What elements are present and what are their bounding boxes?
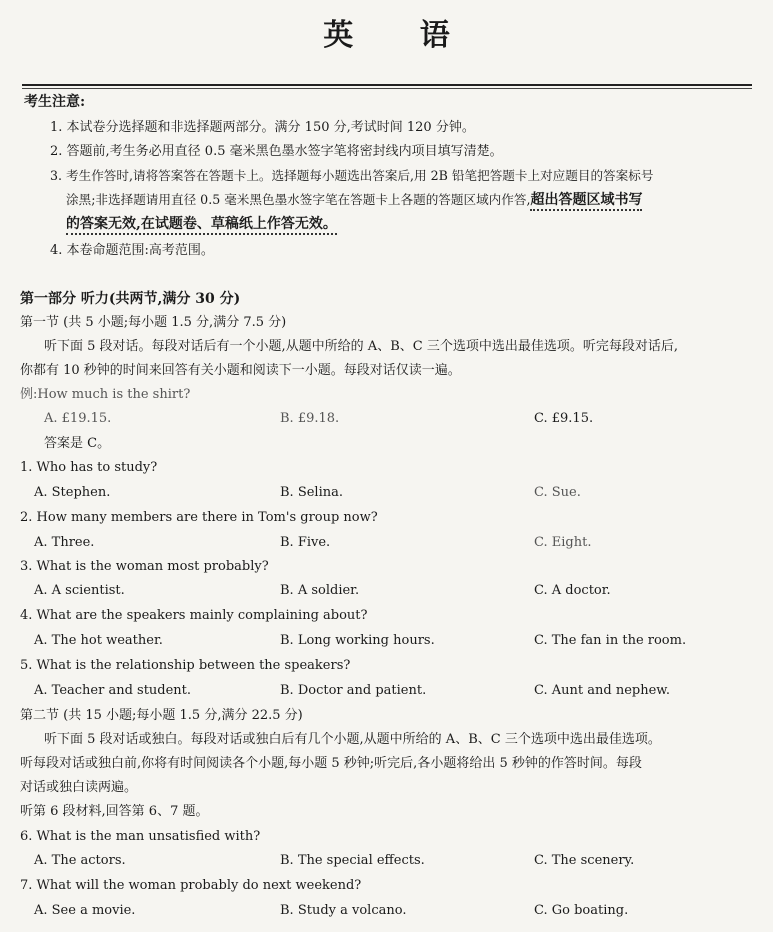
q7-option-a: A. See a movie. [34, 903, 136, 918]
notice-emphasis-2: 的答案无效,在试题卷、草稿纸上作答无效。 [66, 216, 337, 235]
section1-heading: 第一节 (共 5 小题;每小题 1.5 分,满分 7.5 分) [20, 315, 287, 330]
notice-item-3: 3. 考生作答时,请将答案答在答题卡上。选择题每小题选出答案后,用 2B 铅笔把答题卡上对应题目的答案标号 [50, 168, 654, 183]
q5-option-c: C. Aunt and nephew. [534, 683, 670, 698]
part1-heading: 第一部分 听力(共两节,满分 30 分) [20, 291, 241, 307]
question-5: 5. What is the relationship between the speakers? [20, 658, 351, 673]
q3-option-a: A. A scientist. [34, 583, 125, 598]
q7-option-b: B. Study a volcano. [280, 903, 407, 918]
question-6: 6. What is the man unsatisfied with? [20, 829, 261, 844]
q4-option-c: C. The fan in the room. [534, 633, 687, 648]
q3-option-b: B. A soldier. [280, 583, 360, 598]
page-title: 英 语 [323, 18, 478, 53]
q2-option-a: A. Three. [34, 535, 95, 550]
example-option-c: C. £9.15. [534, 411, 594, 426]
notice-item-1: 1. 本试卷分选择题和非选择题两部分。满分 150 分,考试时间 120 分钟。 [50, 120, 475, 135]
question-2: 2. How many members are there in Tom's group now? [20, 510, 378, 525]
notice-item-2: 2. 答题前,考生务必用直径 0.5 毫米黑色墨水签字笔将密封线内项目填写清楚。 [50, 144, 503, 159]
question-3: 3. What is the woman most probably? [20, 559, 269, 574]
q5-option-a: A. Teacher and student. [34, 683, 192, 698]
q1-option-a: A. Stephen. [34, 485, 111, 500]
header-rule [22, 84, 752, 86]
section1-instruction-1: 听下面 5 段对话。每段对话后有一个小题,从题中所给的 A、B、C 三个选项中选出最佳选项。听完每段对话后, [44, 339, 678, 354]
section2-heading: 第二节 (共 15 小题;每小题 1.5 分,满分 22.5 分) [20, 708, 303, 723]
header-rule-thin [22, 88, 752, 89]
notice-item-3-line3 [66, 215, 337, 234]
q7-option-c: C. Go boating. [534, 903, 629, 918]
section2-instruction-3: 对话或独白读两遍。 [20, 780, 138, 795]
notice-item-3-line2: 涂黑;非选择题请用直径 0.5 毫米黑色墨水签字笔在答题卡上各题的答题区域内作答, [66, 192, 531, 207]
section2-instruction-1: 听下面 5 段对话或独白。每段对话或独白后有几个小题,从题中所给的 A、B、C 三个选项中选出最佳选项。 [44, 732, 661, 747]
notice-heading: 考生注意: [24, 94, 86, 110]
section2-instruction-2: 听每段对话或独白前,你将有时间阅读各个小题,每小题 5 秒钟;听完后,各小题将给出 5 秒钟的作答时间。每段 [20, 756, 642, 771]
q2-option-c: C. Eight. [534, 535, 592, 550]
material-6-label: 听第 6 段材料,回答第 6、7 题。 [20, 804, 209, 819]
q5-option-b: B. Doctor and patient. [280, 683, 427, 698]
example-option-a: A. £19.15. [44, 411, 112, 426]
q1-option-c: C. Sue. [534, 485, 581, 500]
notice-emphasis-1: 超出答题区域书写 [530, 192, 642, 211]
notice-item-3-cont [66, 191, 642, 209]
q4-option-a: A. The hot weather. [34, 633, 163, 648]
example-question: 例:How much is the shirt? [20, 387, 191, 402]
question-7: 7. What will the woman probably do next weekend? [20, 878, 362, 893]
question-1: 1. Who has to study? [20, 460, 158, 475]
section1-instruction-2: 你都有 10 秒钟的时间来回答有关小题和阅读下一小题。每段对话仅读一遍。 [20, 363, 461, 378]
q6-option-b: B. The special effects. [280, 853, 425, 868]
question-4: 4. What are the speakers mainly complaining about? [20, 608, 368, 623]
example-option-b: B. £9.18. [280, 411, 340, 426]
q1-option-b: B. Selina. [280, 485, 343, 500]
q4-option-b: B. Long working hours. [280, 633, 435, 648]
q3-option-c: C. A doctor. [534, 583, 611, 598]
example-answer: 答案是 C。 [44, 436, 111, 451]
notice-item-4: 4. 本卷命题范围:高考范围。 [50, 243, 214, 258]
q6-option-a: A. The actors. [34, 853, 126, 868]
q6-option-c: C. The scenery. [534, 853, 635, 868]
q2-option-b: B. Five. [280, 535, 331, 550]
